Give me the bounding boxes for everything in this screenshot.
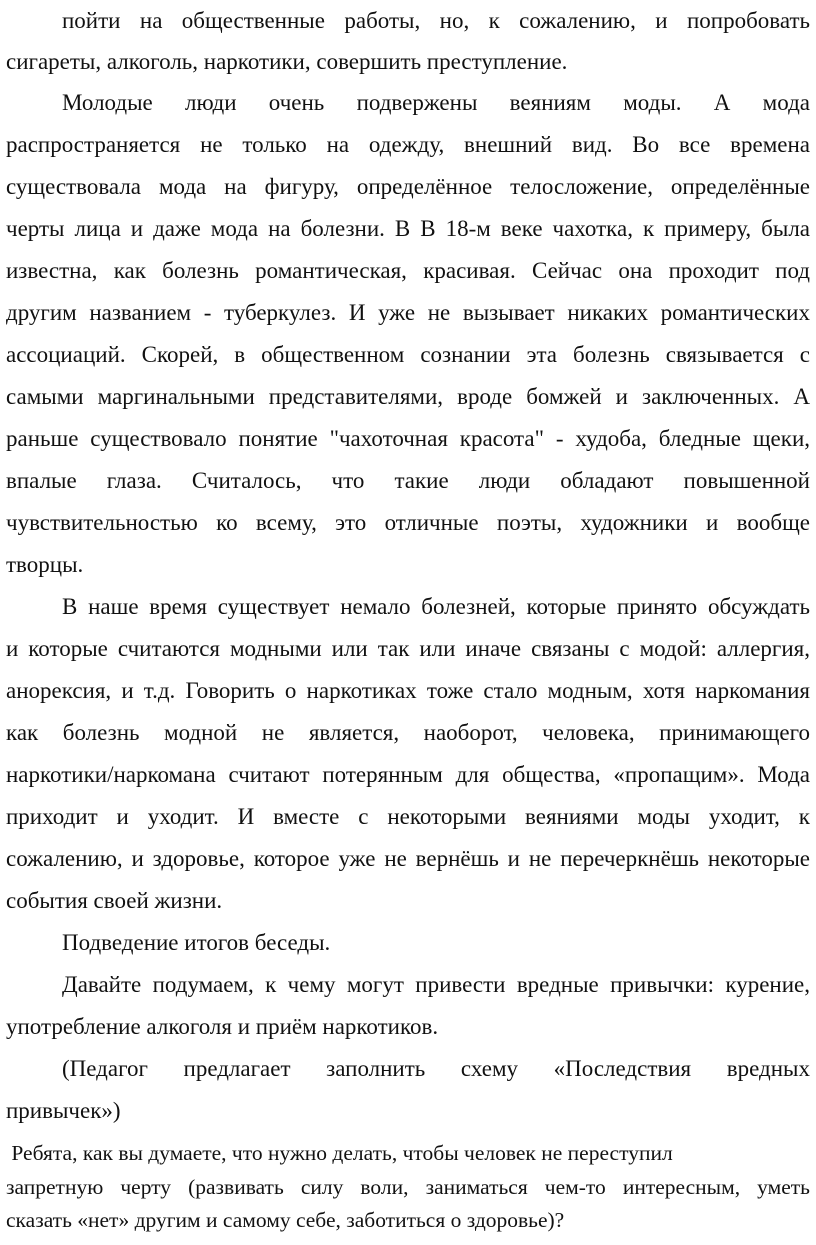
- text-line: Подведение итогов беседы.: [62, 930, 331, 955]
- text-line: Давайте подумаем, к чему могут привести вредные привычки: курение,: [62, 972, 810, 997]
- text-line: черты лица и даже мода на болезни. В В 18-м веке чахотка, к примеру, была: [6, 216, 810, 241]
- text-line: и которые считаются модными или так или иначе связаны с модой: аллергия,: [6, 636, 810, 661]
- text-line: существовала мода на фигуру, определённое телосложение, определённые: [6, 174, 810, 199]
- text-line: чувствительностью ко всему, это отличные поэты, художники и вообще: [6, 510, 810, 535]
- text-line: наркотики/наркомана считают потерянным для общества, «пропащим». Мода: [6, 762, 810, 787]
- text-line: известна, как болезнь романтическая, красивая. Сейчас она проходит под: [6, 258, 810, 283]
- text-line: как болезнь модной не является, наоборот, человека, принимающего: [6, 720, 810, 745]
- text-line: Молодые люди очень подвержены веяниям моды. А мода: [62, 90, 810, 115]
- text-line: самыми маргинальными представителями, вроде бомжей и заключенных. А: [6, 384, 810, 409]
- text-line: впалые глаза. Считалось, что такие люди обладают повышенной: [6, 468, 810, 493]
- text-line: Ребята, как вы думаете, что нужно делать, чтобы человек не переступил: [6, 1141, 673, 1165]
- text-line: (Педагог предлагает заполнить схему «Последствия вредных: [62, 1056, 810, 1081]
- text-line: привычек»): [6, 1098, 121, 1123]
- text-line: сигареты, алкоголь, наркотики, совершить преступление.: [6, 49, 568, 74]
- text-line: приходит и уходит. И вместе с некоторыми веяниями моды уходит, к: [6, 804, 810, 829]
- text-line: употребление алкоголя и приём наркотиков.: [6, 1014, 439, 1039]
- text-line: В наше время существует немало болезней, которые принято обсуждать: [62, 594, 810, 619]
- text-line: сожалению, и здоровье, которое уже не вернёшь и не перечеркнёшь некоторые: [6, 846, 810, 871]
- text-line: анорексия, и т.д. Говорить о наркотиках тоже стало модным, хотя наркомания: [6, 678, 810, 703]
- text-line: события своей жизни.: [6, 888, 223, 913]
- text-line: сказать «нет» другим и самому себе, заботиться о здоровье)?: [6, 1208, 565, 1232]
- text-line: распространяется не только на одежду, внешний вид. Во все времена: [6, 132, 810, 157]
- text-line: раньше существовало понятие "чахоточная красота" - худоба, бледные щеки,: [6, 426, 810, 451]
- text-line: запретную черту (развивать силу воли, заниматься чем-то интересным, уметь: [6, 1175, 810, 1199]
- text-line: ассоциаций. Скорей, в общественном сознании эта болезнь связывается с: [6, 342, 810, 367]
- text-line: творцы.: [6, 552, 84, 577]
- text-line: пойти на общественные работы, но, к сожалению, и попробовать: [62, 8, 810, 33]
- text-line: другим названием - туберкулез. И уже не вызывает никаких романтических: [6, 300, 810, 325]
